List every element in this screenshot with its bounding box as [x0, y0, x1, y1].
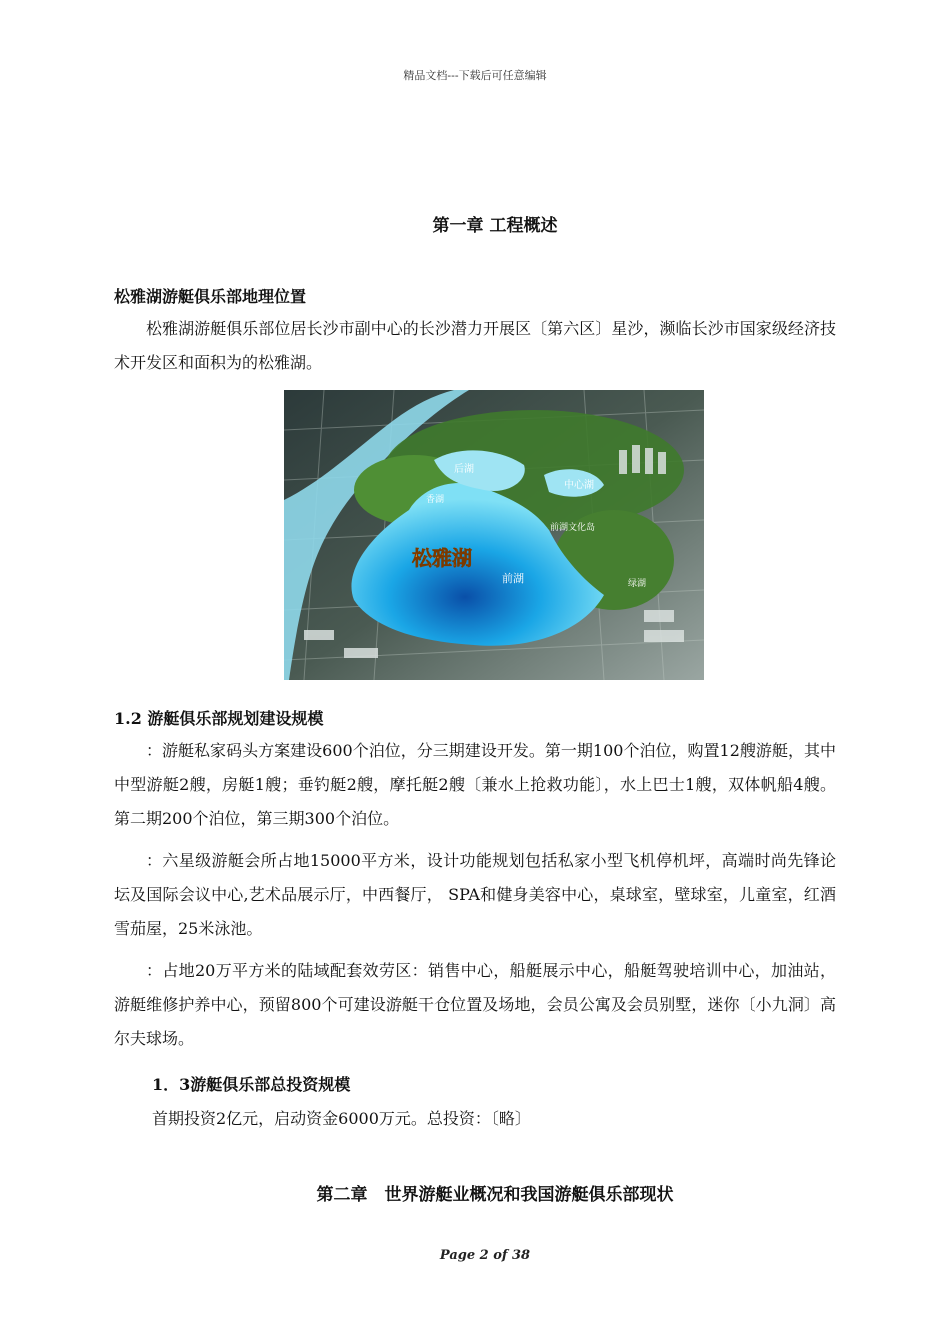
map-label-houhu: 后湖: [454, 464, 474, 475]
chapter-1-title: 第一章 工程概述: [432, 216, 558, 236]
map-label-xianghu: 香湖: [426, 495, 445, 505]
map-label-zhongxinhu: 中心湖: [564, 480, 594, 491]
section-scale-heading: 1.2 游艇俱乐部规划建设规模: [114, 709, 324, 728]
scale-paragraph-3: ：占地20万平方米的陆域配套效劳区：销售中心，船艇展示中心，船艇驾驶培训中心，加油站，游艇维修护养中心，预留800个可建设游艇干仓位置及场地，会员公寓及会员别墅，迷你〔小九洞〕高尔夫球场。: [114, 961, 836, 1048]
page-number: Page 2 of 38: [439, 1248, 531, 1263]
map-label-lvhu: 绿湖: [628, 579, 647, 589]
location-paragraph: 松雅湖游艇俱乐部位居长沙市副中心的长沙潜力开展区〔第六区〕星沙，濒临长沙市国家级经济技术开发区和面积为的松雅湖。: [114, 319, 836, 372]
scale-paragraph-1: ：游艇私家码头方案建设600个泊位，分三期建设开发。第一期100个泊位，购置12艘游艇，其中中型游艇2艘，房艇1艘；垂钓艇2艘，摩托艇2艘〔兼水上抢救功能〕，水上巴士1艘，双体帆船4艘。第二期200个泊位，第三期300个泊位。: [114, 741, 836, 828]
investment-text: 首期投资2亿元，启动资金6000万元。总投资：〔略〕: [152, 1109, 531, 1128]
section-investment-heading: 1．3游艇俱乐部总投资规模: [152, 1075, 351, 1094]
section-location-heading: 松雅湖游艇俱乐部地理位置: [114, 287, 307, 306]
header-note: 精品文档---下载后可任意编辑: [403, 69, 547, 82]
map-label-main: 松雅湖: [412, 546, 472, 570]
map-label-qianhu-island: 前湖文化岛: [550, 523, 596, 533]
lake-map-image: [284, 390, 704, 680]
chapter-2-title: 第二章 世界游艇业概况和我国游艇俱乐部现状: [316, 1185, 674, 1205]
scale-paragraph-2: ：六星级游艇会所占地15000平方米，设计功能规划包括私家小型飞机停机坪，高端时尚先锋论坛及国际会议中心,艺术品展示厅，中西餐厅， SPA和健身美容中心，桌球室，壁球室，儿童室，红酒雪茄屋，25米泳池。: [114, 851, 836, 938]
map-label-qianhu: 前湖: [502, 572, 524, 585]
